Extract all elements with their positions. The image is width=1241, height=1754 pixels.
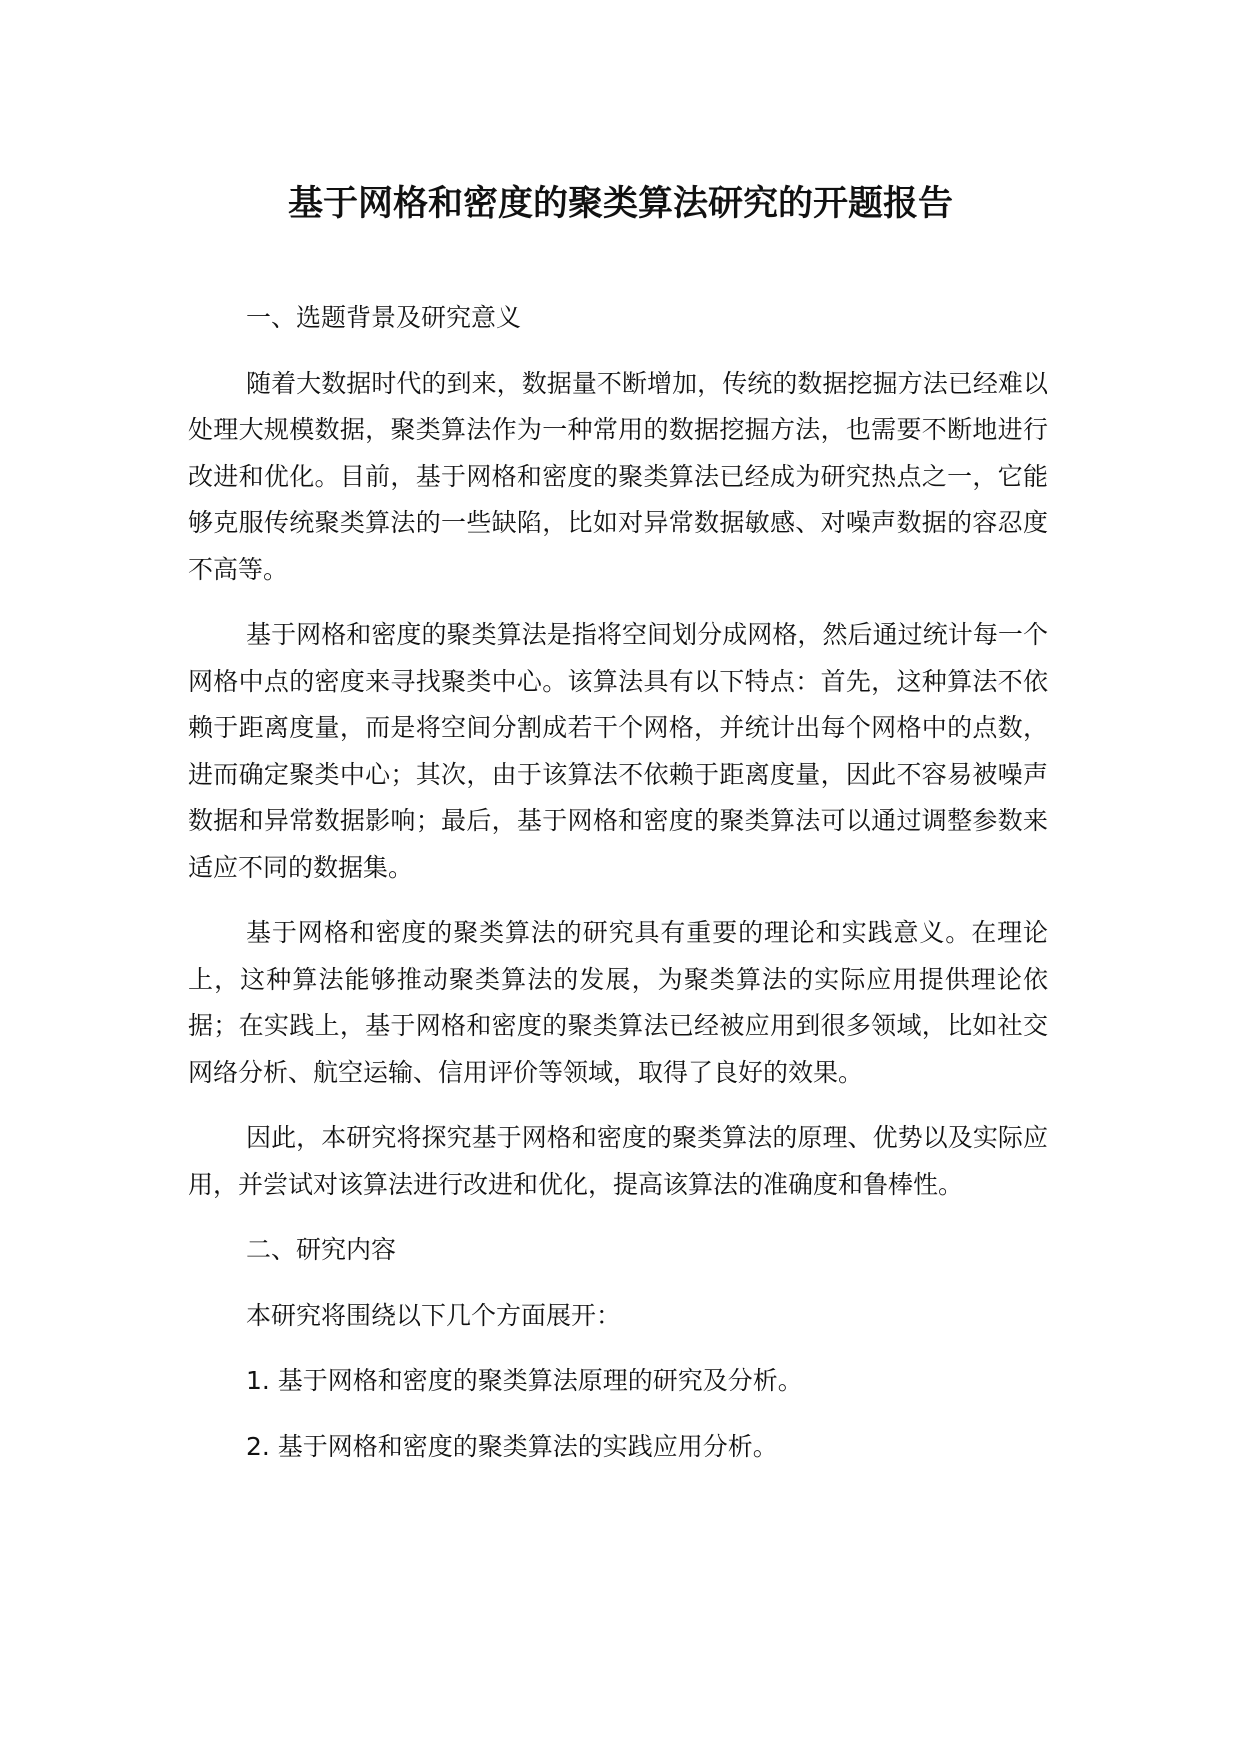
paragraph-content-intro: 本研究将围绕以下几个方面展开： — [246, 1300, 622, 1330]
paragraph-research-goal: 因此，本研究将探究基于网格和密度的聚类算法的原理、优势以及实际应用，并尝试对该算法进行改进和优化，提高该算法的准确度和鲁棒性。 — [188, 1123, 1048, 1199]
list-item-2: 2. 基于网格和密度的聚类算法的实践应用分析。 — [246, 1431, 778, 1461]
document-title: 基于网格和密度的聚类算法研究的开题报告 — [287, 184, 953, 224]
section-heading-content: 二、研究内容 — [246, 1235, 397, 1264]
paragraph-algorithm-definition: 基于网格和密度的聚类算法是指将空间划分成网格，然后通过统计每一个网格中点的密度来寻找聚类中心。该算法具有以下特点：首先，这种算法不依赖于距离度量，而是将空间分割成若干个网格，并统计出每个网格中的点数，进而确定聚类中心；其次，由于该算法不依赖于距离度量，因此不容易被噪声数据和异常数据影响；最后，基于网格和密度的聚类算法可以通过调整参数来适应不同的数据集。 — [188, 620, 1048, 882]
paragraph-significance: 基于网格和密度的聚类算法的研究具有重要的理论和实践意义。在理论上，这种算法能够推动聚类算法的发展，为聚类算法的实际应用提供理论依据；在实践上，基于网格和密度的聚类算法已经被应用到很多领域，比如社交网络分析、航空运输、信用评价等领域，取得了良好的效果。 — [188, 918, 1048, 1087]
document-body — [188, 295, 1048, 1470]
paragraph-background: 随着大数据时代的到来，数据量不断增加，传统的数据挖掘方法已经难以处理大规模数据，聚类算法作为一种常用的数据挖掘方法，也需要不断地进行改进和优化。目前，基于网格和密度的聚类算法已经成为研究热点之一，它能够克服传统聚类算法的一些缺陷，比如对异常数据敏感、对噪声数据的容忍度不高等。 — [188, 368, 1048, 584]
list-item-1: 1. 基于网格和密度的聚类算法原理的研究及分析。 — [246, 1366, 803, 1395]
section-heading-background: 一、选题背景及研究意义 — [246, 303, 522, 332]
